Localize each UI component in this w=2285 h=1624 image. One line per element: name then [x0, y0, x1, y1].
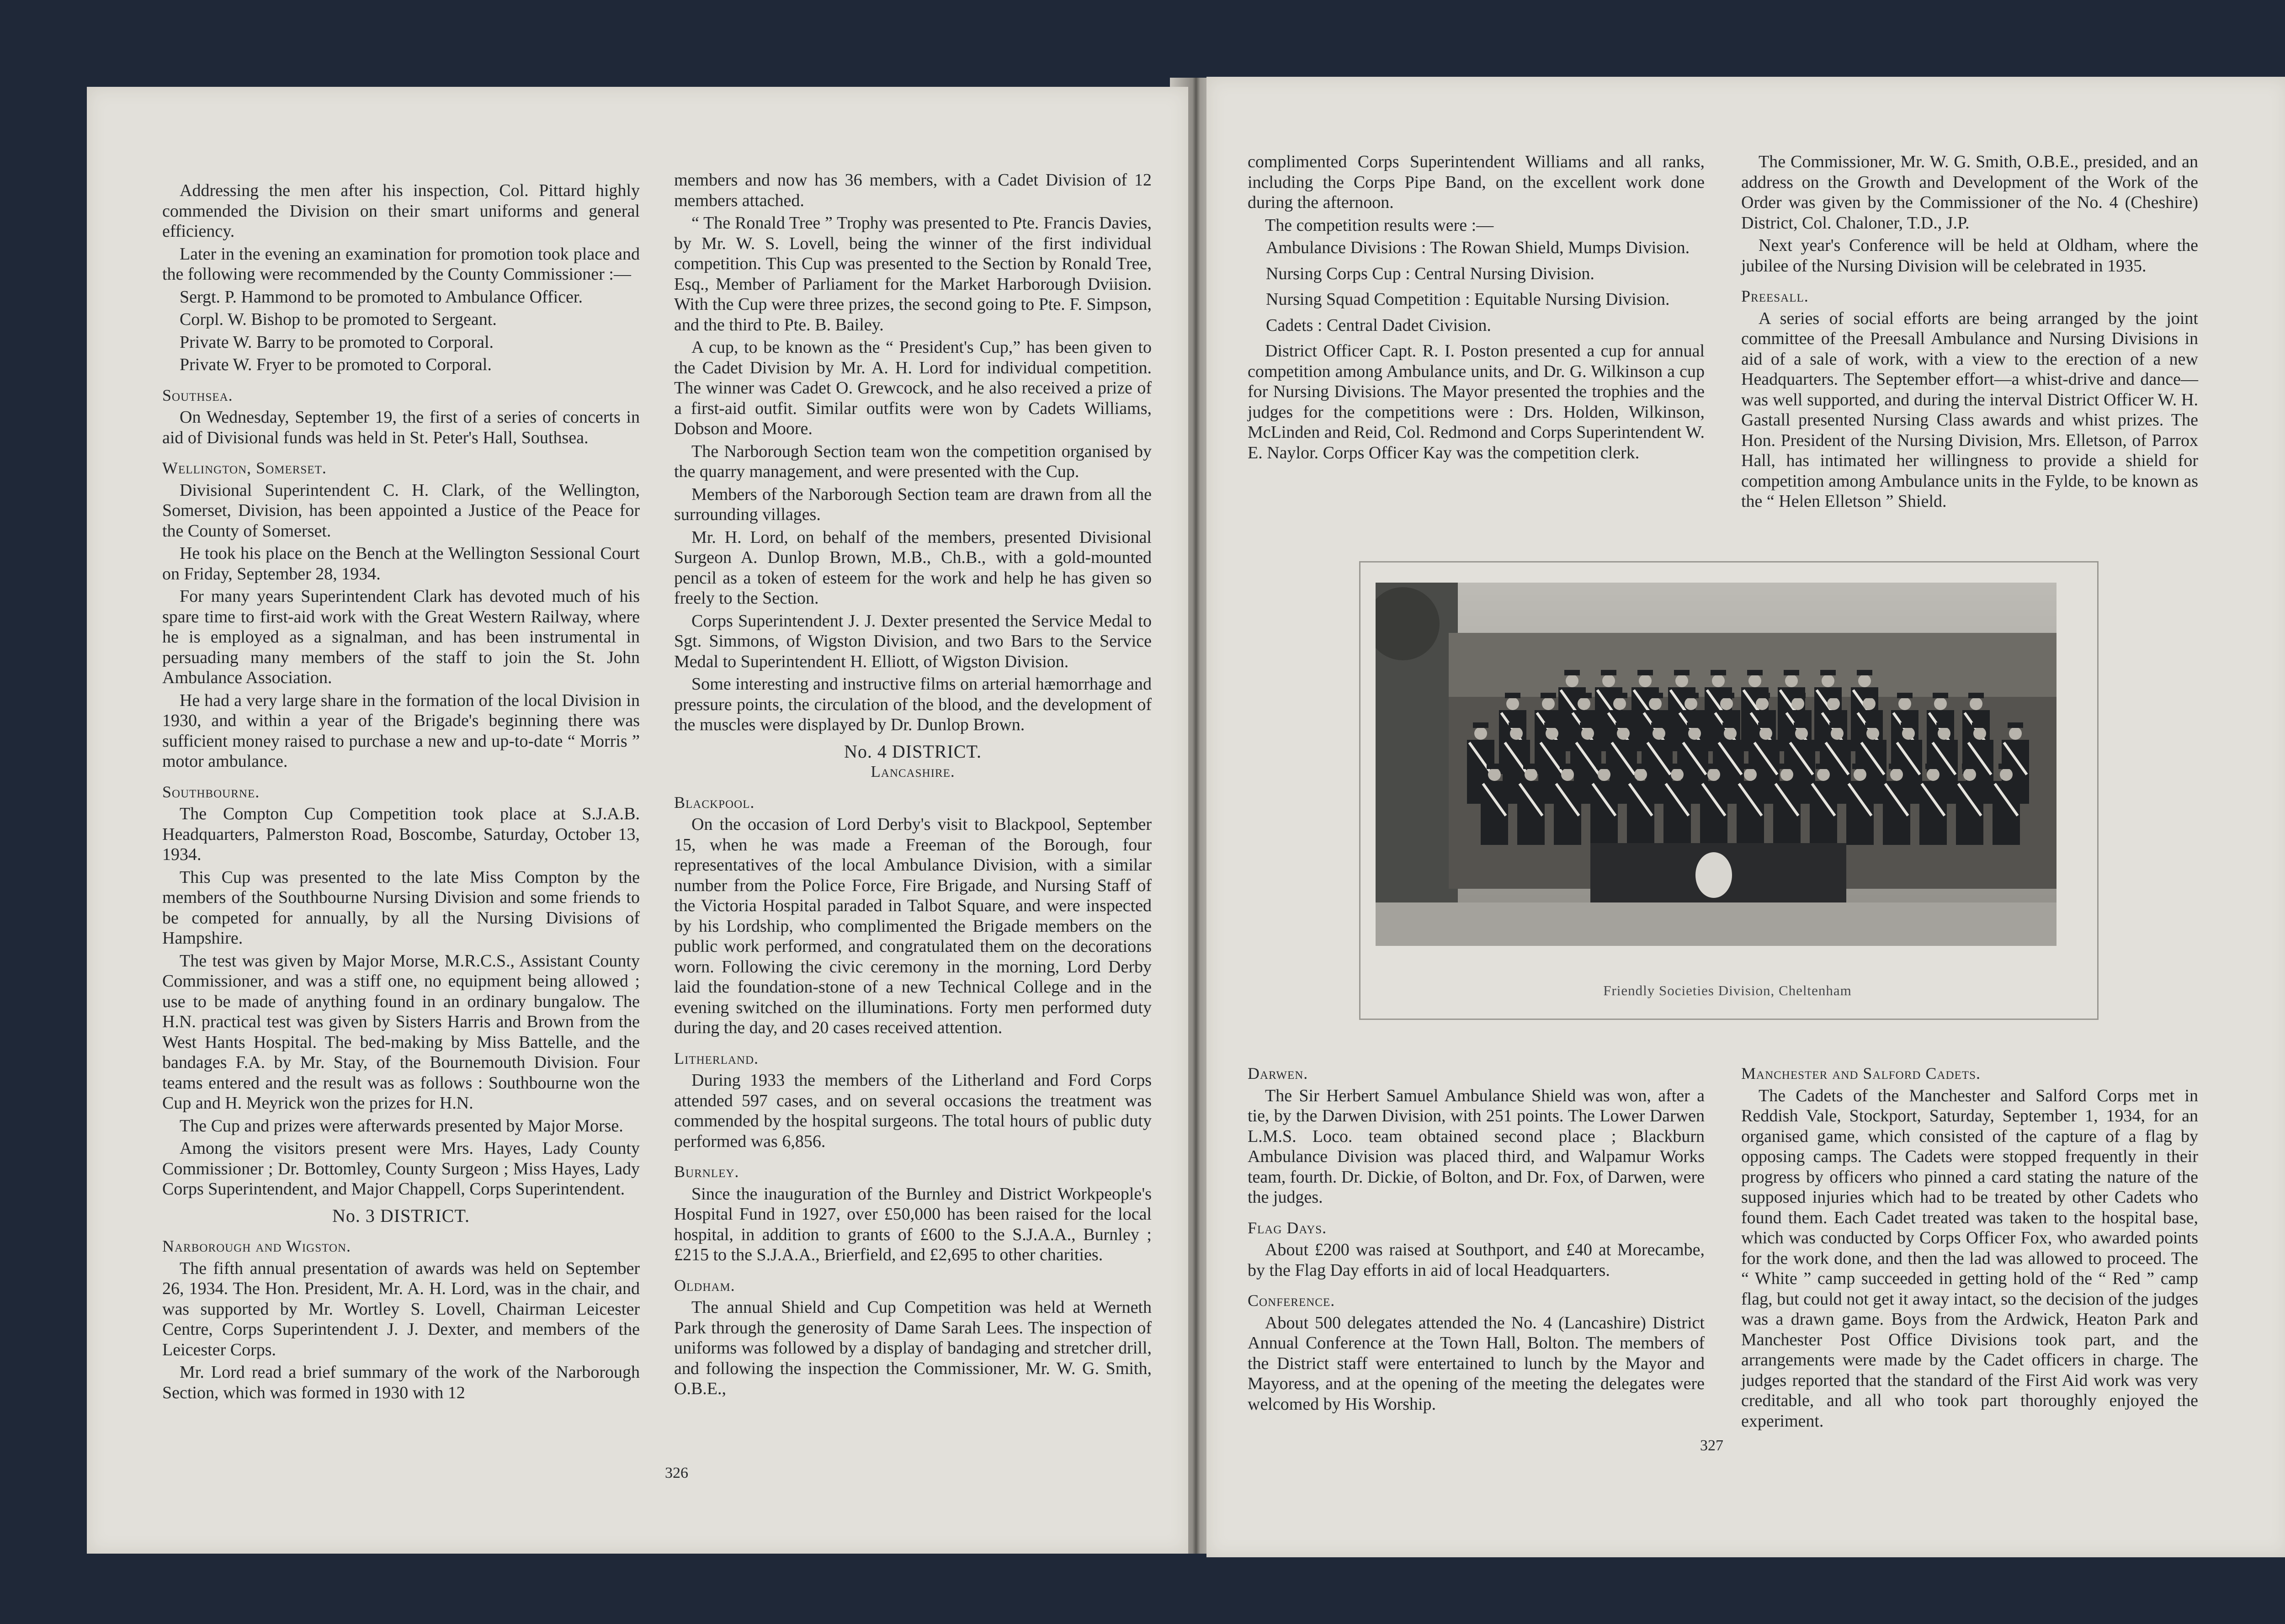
section-heading: Manchester and Salford Cadets. [1741, 1064, 1981, 1083]
right-page-top-column-1 [1248, 152, 1705, 465]
paragraph: District Officer Capt. R. I. Poston presented a cup for annual competition among Ambulance units, and Dr. G. Wilkinson a cup for Nursing Divisions. The Mayor presented the trophies and the judges for the competitions were : Drs. Holden, Wilkinson, McLinden and Reid, Col. Redmond and Corps Superintendent W. E. Naylor. Corps Officer Kay was the competition clerk. [1248, 341, 1705, 462]
section-heading: Narborough and Wigston. [162, 1237, 351, 1255]
district-subheading: Lancashire. [871, 763, 955, 780]
paragraph: Some interesting and instructive films on arterial hæmorrhage and pressure points, the circulation of the blood, and the development of the muscles were displayed by Dr. Dunlop Brown. [674, 674, 1152, 734]
section-heading: Litherland. [674, 1049, 759, 1067]
paragraph: Corps Superintendent J. J. Dexter presented the Service Medal to Sgt. Simmons, of Wigston Division, and two Bars to the Service Medal to Superintendent H. Elliott, of Wigston Division. [674, 611, 1152, 671]
paragraph: Next year's Conference will be held at Oldham, where the jubilee of the Nursing Division will be celebrated in 1935. [1741, 236, 2198, 276]
paragraph: The Commissioner, Mr. W. G. Smith, O.B.E., presided, and an address on the Growth and Development of the Work of the Order was given by the Commissioner of the No. 4 (Cheshire) District, Col. Chaloner, T.D., J.P. [1741, 152, 2198, 233]
section-heading: Wellington, Somerset. [162, 459, 327, 477]
photo-caption: Friendly Societies Division, Cheltenham [1603, 982, 1852, 998]
paragraph: Members of the Narborough Section team are drawn from all the surrounding villages. [674, 484, 1152, 524]
section-heading: Preesall. [1741, 287, 1809, 305]
result-item: Nursing Corps Cup : Central Nursing Division. [1266, 264, 1594, 283]
paragraph: This Cup was presented to the late Miss Compton by the members of the Southbourne Nursing Division and some friends to be competed for annually, by all the Nursing Divisions of Hampshire. [162, 867, 640, 948]
paragraph: Divisional Superintendent C. H. Clark, of the Wellington, Somerset, Division, has been appointed a Justice of the Peace for the County of Somerset. [162, 480, 640, 541]
paragraph: For many years Superintendent Clark has devoted much of his spare time to first-aid work with the Great Western Railway, where he is employed as a signalman, and has been instrumental in persuading many members of the staff to join the St. John Ambulance Association. [162, 587, 640, 687]
paragraph: members and now has 36 members, with a Cadet Division of 12 members attached. [674, 170, 1152, 210]
list-item: Private W. Barry to be promoted to Corporal. [180, 332, 494, 352]
result-item: Cadets : Central Dadet Civision. [1266, 315, 1491, 335]
section-heading: Oldham. [674, 1276, 735, 1295]
result-item: Nursing Squad Competition : Equitable Nursing Division. [1266, 290, 1670, 309]
paragraph: The Cup and prizes were afterwards presented by Major Morse. [180, 1116, 623, 1136]
right-page-bottom-column-1 [1248, 1053, 1705, 1417]
list-item: Private W. Fryer to be promoted to Corporal. [180, 355, 492, 374]
right-page-top-column-2 [1741, 152, 2198, 514]
list-item: Sergt. P. Hammond to be promoted to Ambulance Officer. [180, 287, 583, 307]
paragraph: On the occasion of Lord Derby's visit to Blackpool, September 15, when he was made a Freeman of the Borough, four representatives of the local Ambulance Division, with a similar number from the Police Force, Fire Brigade, and Nursing Staff of the Victoria Hospital paraded in Talbot Square, and were inspected by his Lordship, who complimented the Brigade members on the public work performed, and congratulated them on the decorations worn. Following the civic ceremony in the morning, Lord Derby laid the foundation-stone of a new Technical College and in the evening switched on the illuminations. Forty men performed duty during the day, and 20 cases received attention. [674, 815, 1152, 1037]
paragraph: The test was given by Major Morse, M.R.C.S., Assistant County Commissioner, and was a stiff one, no equipment being allowed ; use to be made of anything found in an ordinary bungalow. The H.N. practical test was given by Sisters Harris and Brown from the West Hants Hospital. The bed-making by Miss Battelle, and the bandages F.A. by Mr. Stay, of the Bournemouth Division. Four teams entered and the result was as follows : Southbourne won the Cup and H. Meyrick won the prizes for H.N. [162, 951, 640, 1113]
left-page-column-1 [162, 180, 640, 1405]
paragraph: Mr. Lord read a brief summary of the work of the Narborough Section, which was formed in 1930 with 12 [162, 1363, 640, 1402]
page-number-right: 327 [1700, 1437, 1723, 1454]
left-page-column-2 [674, 170, 1152, 1401]
paragraph: The competition results were :— [1265, 215, 1494, 235]
paragraph: The annual Shield and Cup Competition was held at Werneth Park through the generosity of Dame Sarah Lees. The inspection of uniforms was followed by a display of bandaging and stretcher drill, and following the inspection the Commissioner, Mr. W. G. Smith, O.B.E., [674, 1298, 1152, 1398]
paragraph: The Compton Cup Competition took place at S.J.A.B. Headquarters, Palmerston Road, Boscombe, Saturday, October 13, 1934. [162, 804, 640, 864]
paragraph: complimented Corps Superintendent Williams and all ranks, including the Corps Pipe Band, on the excellent work done during the afternoon. [1248, 152, 1705, 212]
paragraph: He had a very large share in the formation of the local Division in 1930, and within a year of the Brigade's beginning there was sufficient money raised to purchase a new and up-to-date “ Morris ” motor ambulance. [162, 690, 640, 771]
result-item: Ambulance Divisions : The Rowan Shield, Mumps Division. [1266, 238, 1690, 257]
list-item: Corpl. W. Bishop to be promoted to Sergeant. [180, 310, 497, 329]
paragraph: On Wednesday, September 19, the first of a series of concerts in aid of Divisional funds was held in St. Peter's Hall, Southsea. [162, 408, 640, 447]
paragraph: About 500 delegates attended the No. 4 (Lancashire) District Annual Conference at the Town Hall, Bolton. The members of the District staff were entertained to lunch by the Mayor and Mayoress, and at the opening of the meeting the delegates were welcomed by His Worship. [1248, 1313, 1705, 1414]
district-heading: No. 3 DISTRICT. [332, 1205, 470, 1226]
paragraph: Addressing the men after his inspection, Col. Pittard highly commended the Division on their smart uniforms and general efficiency. [162, 181, 640, 241]
paragraph: A series of social efforts are being arranged by the joint committee of the Preesall Ambulance and Nursing Divisions in aid of a sale of work, with a view to the erection of a new Headquarters. The September effort—a whist-drive and dance—was well supported, and during the interval District Officer W. H. Gastall presented Nursing Class awards and whist prizes. The Hon. President of the Nursing Division, Mrs. Elletson, of Parrox Hall, has intimated her willingness to provide a shield for competition among Ambulance units in the Fylde, to be known as the “ Helen Elletson ” Shield. [1741, 308, 2198, 511]
paragraph: During 1933 the members of the Litherland and Ford Corps attended 597 cases, and on several occasions the treatment was commended by the hospital surgeons. The total hours of public duty performed was 6,856. [674, 1071, 1152, 1151]
paragraph: About £200 was raised at Southport, and £40 at Morecambe, by the Flag Day efforts in aid of local Headquarters. [1248, 1240, 1705, 1280]
shield-trophy [1695, 852, 1732, 898]
section-heading: Darwen. [1248, 1064, 1308, 1083]
district-heading: No. 4 DISTRICT. [844, 741, 982, 762]
paragraph: Later in the evening an examination for promotion took place and the following were recommended by the County Commissioner :— [162, 244, 640, 284]
section-heading: Flag Days. [1248, 1218, 1327, 1237]
section-heading: Conference. [1248, 1291, 1335, 1310]
right-page-bottom-column-2 [1741, 1053, 2198, 1433]
paragraph: A cup, to be known as the “ President's Cup,” has been given to the Cadet Division by Mr. A. H. Lord for individual competition. The winner was Cadet O. Grewcock, and he also received a prize of a first-aid outfit. Similar outfits were won by Cadets Williams, Dobson and Moore. [674, 338, 1152, 438]
paragraph: “ The Ronald Tree ” Trophy was presented to Pte. Francis Davies, by Mr. W. S. Lovell, being the winner of the first individual competition. This Cup was presented to the Section by Ronald Tree, Esq., Member of Parliament for the Market Harborough Dviision. With the Cup were three prizes, the second going to Pte. F. Simpson, and the third to Pte. B. Bailey. [674, 213, 1152, 334]
paragraph: The Cadets of the Manchester and Salford Corps met in Reddish Vale, Stockport, Saturday, September 1, 1934, for an organised game, which consisted of the capture of a flag by opposing camps. The Cadets were stopped frequently in their progress by officers who pinned a card stating the nature of the supposed injuries which had to be treated by other Cadets who found them. Each Cadet treated was taken to the hospital base, which was conducted by Corps Officer Fox, who awarded points for the work done, and then the lad was allowed to proceed. The “ White ” camp succeeded in getting hold of the “ Red ” camp flag, but could not get it away intact, so the decision of the judges was a drawn game. Boys from the Ardwick, Heaton Park and Manchester Post Office Divisions took part, and the arrangements were made by the Cadet officers in charge. The judges reported that the standard of the First Aid work was very creditable, and all who took part thoroughly enjoyed the experiment. [1741, 1086, 2198, 1431]
section-heading: Blackpool. [674, 793, 755, 812]
paragraph: The Sir Herbert Samuel Ambulance Shield was won, after a tie, by the Darwen Division, with 251 points. The Lower Darwen L.M.S. Loco. team obtained second place ; Blackburn Ambulance Division was placed third, and Walpamur Works team, fourth. Dr. Dickie, of Bolton, and Dr. Fox, of Darwen, were the judges. [1248, 1086, 1705, 1207]
paragraph: He took his place on the Bench at the Wellington Sessional Court on Friday, September 28, 1934. [162, 544, 640, 584]
section-heading: Burnley. [674, 1162, 739, 1181]
paragraph: Among the visitors present were Mrs. Hayes, Lady County Commissioner ; Dr. Bottomley, County Surgeon ; Miss Hayes, Lady Corps Superintendent, and Major Chappell, Corps Superintendent. [162, 1139, 640, 1199]
section-heading: Southsea. [162, 386, 233, 404]
paragraph: The Narborough Section team won the competition organised by the quarry management, and were presented with the Cup. [674, 441, 1152, 481]
page-number-left: 326 [665, 1465, 688, 1481]
paragraph: Since the inauguration of the Burnley and District Workpeople's Hospital Fund in 1927, over £50,000 has been raised for the local hospital, in addition to grants of £600 to the S.J.A.A., Burnley ; £215 to the S.J.A.A., Brierfield, and £2,695 to other charities. [674, 1184, 1152, 1264]
section-heading: Southbourne. [162, 782, 260, 801]
paragraph: Mr. H. Lord, on behalf of the members, presented Divisional Surgeon A. Dunlop Brown, M.B., Ch.B., with a gold-mounted pencil as a token of esteem for the work and help he has given so freely to the Section. [674, 527, 1152, 608]
group-photograph [1376, 583, 2056, 946]
paragraph: The fifth annual presentation of awards was held on September 26, 1934. The Hon. President, Mr. A. H. Lord, was in the chair, and was supported by Mr. Wortley S. Lovell, Chairman Leicester Centre, Corps Superintendent J. J. Dexter, and members of the Leicester Corps. [162, 1258, 640, 1359]
